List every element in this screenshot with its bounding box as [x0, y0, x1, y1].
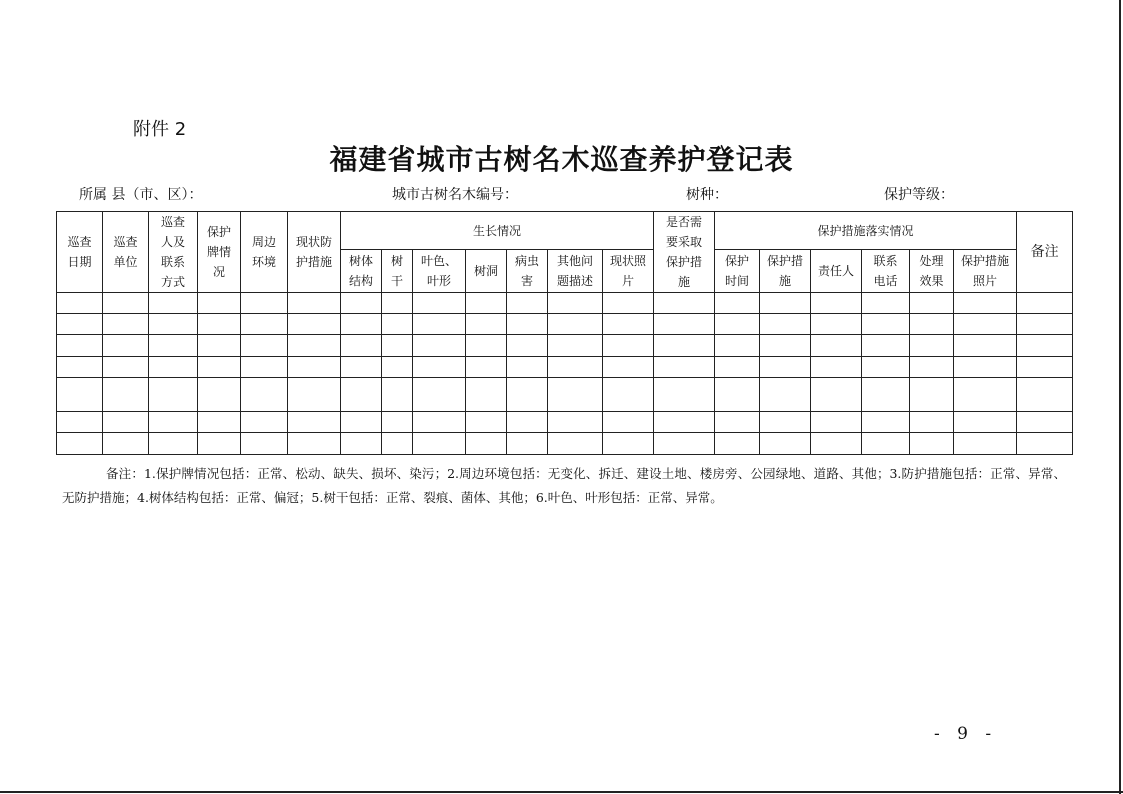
- table-cell: [954, 335, 1017, 356]
- table-cell: [954, 293, 1017, 314]
- table-cell: [241, 293, 288, 314]
- table-cell: [103, 335, 149, 356]
- table-cell: [288, 293, 341, 314]
- table-cell: [862, 411, 910, 432]
- header-status-photo: 现状照 片: [603, 250, 654, 293]
- table-cell: [548, 377, 603, 411]
- header-patrol-date: 巡查 日期: [57, 212, 103, 293]
- table-cell: [603, 433, 654, 455]
- table-cell: [603, 411, 654, 432]
- county-label: 所属 县（市、区）：: [79, 187, 203, 203]
- table-cell: [715, 433, 760, 455]
- table-cell: [1017, 293, 1073, 314]
- table-cell: [548, 356, 603, 377]
- table-cell: [341, 293, 382, 314]
- table-cell: [862, 314, 910, 335]
- table-cell: [103, 377, 149, 411]
- species-label: 树种：: [686, 187, 728, 203]
- table-cell: [954, 356, 1017, 377]
- table-cell: [413, 433, 466, 455]
- header-leaf: 叶色、 叶形: [413, 250, 466, 293]
- page-right-border: [1119, 0, 1121, 794]
- table-cell: [910, 356, 954, 377]
- table-cell: [760, 377, 811, 411]
- page-bottom-border: [0, 791, 1123, 793]
- header-patrol-unit: 巡查 单位: [103, 212, 149, 293]
- table-row: [57, 377, 1073, 411]
- table-cell: [341, 377, 382, 411]
- table-cell: [341, 411, 382, 432]
- table-cell: [149, 433, 198, 455]
- table-cell: [241, 335, 288, 356]
- table-cell: [241, 411, 288, 432]
- table-cell: [198, 314, 241, 335]
- table-row: [57, 335, 1073, 356]
- table-cell: [507, 335, 548, 356]
- table-cell: [548, 314, 603, 335]
- table-cell: [413, 377, 466, 411]
- table-cell: [1017, 377, 1073, 411]
- header-pest: 病虫 害: [507, 250, 548, 293]
- table-cell: [507, 293, 548, 314]
- header-hole: 树洞: [466, 250, 507, 293]
- table-cell: [715, 314, 760, 335]
- table-cell: [603, 293, 654, 314]
- table-cell: [466, 335, 507, 356]
- table-cell: [57, 433, 103, 455]
- table-cell: [715, 356, 760, 377]
- table-cell: [241, 377, 288, 411]
- header-tree-structure: 树体 结构: [341, 250, 382, 293]
- table-cell: [811, 314, 862, 335]
- table-cell: [198, 411, 241, 432]
- table-cell: [507, 411, 548, 432]
- table-cell: [382, 293, 413, 314]
- table-cell: [760, 335, 811, 356]
- table-cell: [603, 335, 654, 356]
- table-cell: [413, 293, 466, 314]
- header-surroundings: 周边 环境: [241, 212, 288, 293]
- table-cell: [57, 335, 103, 356]
- table-cell: [149, 411, 198, 432]
- table-cell: [1017, 356, 1073, 377]
- table-cell: [413, 411, 466, 432]
- table-cell: [954, 377, 1017, 411]
- table-cell: [288, 314, 341, 335]
- table-cell: [198, 356, 241, 377]
- table-cell: [811, 293, 862, 314]
- table-cell: [910, 314, 954, 335]
- table-cell: [57, 411, 103, 432]
- table-cell: [507, 356, 548, 377]
- table-cell: [149, 293, 198, 314]
- table-cell: [341, 335, 382, 356]
- table-cell: [862, 293, 910, 314]
- table-cell: [603, 356, 654, 377]
- table-cell: [760, 293, 811, 314]
- table-cell: [466, 411, 507, 432]
- table-cell: [954, 433, 1017, 455]
- table-cell: [382, 356, 413, 377]
- table-cell: [862, 356, 910, 377]
- table-cell: [654, 293, 715, 314]
- table-cell: [954, 411, 1017, 432]
- table-cell: [288, 433, 341, 455]
- table-cell: [149, 335, 198, 356]
- table-cell: [241, 356, 288, 377]
- footnote: 备注：1.保护牌情况包括：正常、松动、缺失、损坏、染污；2.周边环境包括：无变化、拆迁、建设土地、楼房旁、公园绿地、道路、其他；3.防护措施包括：正常、异常、无防护措施；4.树体结构包括：正常、偏冠；5.树干包括：正常、裂痕、菌体、其他；6.叶色、叶形包括：正常、异常。: [62, 466, 1066, 505]
- table-cell: [548, 433, 603, 455]
- table-cell: [603, 314, 654, 335]
- table-cell: [466, 433, 507, 455]
- table-cell: [149, 377, 198, 411]
- table-cell: [198, 377, 241, 411]
- page-title: 福建省城市古树名木巡查养护登记表: [329, 143, 794, 176]
- header-responsible: 责任人: [811, 250, 862, 293]
- table-cell: [57, 377, 103, 411]
- header-implementation-group: 保护措施落实情况: [715, 212, 1017, 250]
- table-cell: [413, 356, 466, 377]
- page-number: - 9 -: [934, 724, 998, 744]
- attachment-label: 附件 2: [133, 119, 187, 140]
- table-cell: [715, 377, 760, 411]
- table-cell: [811, 356, 862, 377]
- tree-number-label: 城市古树名木编号：: [392, 187, 518, 203]
- table-cell: [103, 314, 149, 335]
- table-cell: [548, 411, 603, 432]
- table-cell: [654, 377, 715, 411]
- header-growth-group: 生长情况: [341, 212, 654, 250]
- table-cell: [760, 314, 811, 335]
- table-cell: [760, 433, 811, 455]
- table-cell: [149, 356, 198, 377]
- table-cell: [548, 293, 603, 314]
- protection-level-label: 保护等级：: [884, 187, 954, 203]
- table-cell: [341, 433, 382, 455]
- table-cell: [654, 335, 715, 356]
- table-cell: [910, 293, 954, 314]
- table-cell: [507, 314, 548, 335]
- header-trunk: 树 干: [382, 250, 413, 293]
- header-other-issues: 其他问 题描述: [548, 250, 603, 293]
- table-cell: [654, 433, 715, 455]
- table-cell: [654, 314, 715, 335]
- table-cell: [103, 433, 149, 455]
- table-cell: [382, 377, 413, 411]
- registration-table: [56, 211, 1073, 455]
- table-cell: [811, 377, 862, 411]
- table-cell: [715, 411, 760, 432]
- table-cell: [507, 433, 548, 455]
- table-cell: [341, 314, 382, 335]
- table-cell: [382, 433, 413, 455]
- table-cell: [654, 356, 715, 377]
- table-cell: [1017, 433, 1073, 455]
- table-row: [57, 356, 1073, 377]
- header-patrol-person: 巡查 人及 联系 方式: [149, 212, 198, 293]
- table-cell: [103, 293, 149, 314]
- header-sign-status: 保护 牌情 况: [198, 212, 241, 293]
- table-cell: [654, 411, 715, 432]
- table-cell: [288, 356, 341, 377]
- table-cell: [811, 411, 862, 432]
- table-cell: [862, 433, 910, 455]
- table-cell: [198, 433, 241, 455]
- header-remark: 备注: [1017, 212, 1073, 293]
- table-cell: [910, 335, 954, 356]
- table-cell: [103, 411, 149, 432]
- header-effect: 处理 效果: [910, 250, 954, 293]
- table-cell: [198, 293, 241, 314]
- table-cell: [1017, 411, 1073, 432]
- table-cell: [413, 314, 466, 335]
- table-row: [57, 314, 1073, 335]
- header-need-measures: 是否需 要采取 保护措 施: [654, 212, 715, 293]
- table-row: [57, 411, 1073, 432]
- table-row: [57, 433, 1073, 455]
- table-cell: [382, 314, 413, 335]
- table-row: [57, 293, 1073, 314]
- table-cell: [288, 377, 341, 411]
- table-cell: [341, 356, 382, 377]
- table-cell: [760, 356, 811, 377]
- table-cell: [288, 411, 341, 432]
- table-cell: [382, 411, 413, 432]
- table-cell: [288, 335, 341, 356]
- header-current-measures: 现状防 护措施: [288, 212, 341, 293]
- table-cell: [57, 356, 103, 377]
- table-cell: [466, 377, 507, 411]
- header-measure-photo: 保护措施 照片: [954, 250, 1017, 293]
- table-cell: [715, 335, 760, 356]
- table-cell: [910, 433, 954, 455]
- table-cell: [413, 335, 466, 356]
- table-cell: [862, 335, 910, 356]
- table-cell: [910, 377, 954, 411]
- table-cell: [103, 356, 149, 377]
- table-cell: [954, 314, 1017, 335]
- table-cell: [507, 377, 548, 411]
- table-cell: [198, 335, 241, 356]
- table-cell: [149, 314, 198, 335]
- table-cell: [466, 293, 507, 314]
- table-cell: [382, 335, 413, 356]
- table-cell: [241, 314, 288, 335]
- table-cell: [57, 314, 103, 335]
- header-phone: 联系 电话: [862, 250, 910, 293]
- table-cell: [57, 293, 103, 314]
- header-protect-measures: 保护措 施: [760, 250, 811, 293]
- table-cell: [241, 433, 288, 455]
- table-cell: [811, 433, 862, 455]
- table-cell: [811, 335, 862, 356]
- table-cell: [760, 411, 811, 432]
- table-cell: [715, 293, 760, 314]
- table-cell: [548, 335, 603, 356]
- header-protect-time: 保护 时间: [715, 250, 760, 293]
- table-cell: [862, 377, 910, 411]
- table-cell: [1017, 314, 1073, 335]
- table-cell: [1017, 335, 1073, 356]
- table-cell: [466, 356, 507, 377]
- table-cell: [910, 411, 954, 432]
- table-cell: [466, 314, 507, 335]
- table-cell: [603, 377, 654, 411]
